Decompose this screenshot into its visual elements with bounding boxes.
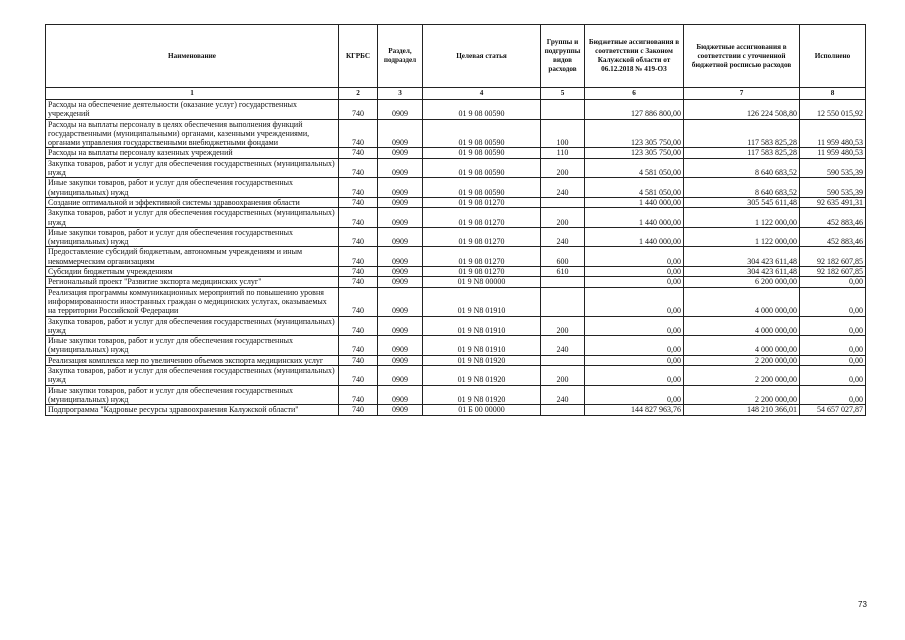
cell-name: Закупка товаров, работ и услуг для обеспечения государственных (муниципальных) нужд	[46, 366, 339, 386]
cell-section: 0909	[378, 119, 423, 148]
cell-name: Закупка товаров, работ и услуг для обеспечения государственных (муниципальных) нужд	[46, 316, 339, 336]
cell-name: Подпрограмма "Кадровые ресурсы здравоохранения Калужской области"	[46, 405, 339, 415]
column-number: 2	[339, 88, 378, 100]
column-number: 5	[541, 88, 585, 100]
cell-law-allocation: 0,00	[585, 366, 684, 386]
cell-kgrbs: 740	[339, 227, 378, 247]
cell-section: 0909	[378, 158, 423, 178]
cell-name: Иные закупки товаров, работ и услуг для обеспечения государственных (муниципальных) нужд	[46, 227, 339, 247]
cell-executed: 0,00	[800, 385, 866, 405]
header-refined-allocations: Бюджетные ассигнования в соответствии с уточненной бюджетной росписью расходов	[684, 25, 800, 88]
cell-law-allocation: 1 440 000,00	[585, 227, 684, 247]
cell-target-article: 01 9 08 00590	[423, 119, 541, 148]
cell-name: Иные закупки товаров, работ и услуг для обеспечения государственных (муниципальных) нужд	[46, 178, 339, 198]
cell-target-article: 01 9 N8 01910	[423, 336, 541, 356]
cell-executed: 0,00	[800, 366, 866, 386]
cell-kgrbs: 740	[339, 247, 378, 267]
cell-target-article: 01 9 08 00590	[423, 158, 541, 178]
table-row	[46, 336, 866, 356]
cell-target-article: 01 9 08 01270	[423, 267, 541, 277]
cell-refined-allocation: 1 122 000,00	[684, 227, 800, 247]
table-row	[46, 385, 866, 405]
header-expense-type: Группы и подгруппы видов расходов	[541, 25, 585, 88]
cell-name: Создание оптимальной и эффективной системы здравоохранения области	[46, 197, 339, 207]
cell-target-article: 01 9 08 01270	[423, 208, 541, 228]
cell-refined-allocation: 2 200 000,00	[684, 385, 800, 405]
column-number: 4	[423, 88, 541, 100]
cell-target-article: 01 9 08 00590	[423, 148, 541, 158]
table-row	[46, 355, 866, 365]
cell-kgrbs: 740	[339, 208, 378, 228]
header-name: Наименование	[46, 25, 339, 88]
cell-section: 0909	[378, 277, 423, 287]
cell-target-article: 01 9 N8 01920	[423, 366, 541, 386]
cell-law-allocation: 0,00	[585, 267, 684, 277]
table-row	[46, 405, 866, 415]
cell-expense-type: 610	[541, 267, 585, 277]
cell-kgrbs: 740	[339, 267, 378, 277]
cell-target-article: 01 9 08 01270	[423, 227, 541, 247]
cell-expense-type	[541, 355, 585, 365]
cell-kgrbs: 740	[339, 197, 378, 207]
cell-law-allocation: 127 886 800,00	[585, 100, 684, 120]
cell-law-allocation: 0,00	[585, 336, 684, 356]
column-number: 7	[684, 88, 800, 100]
column-number-row	[46, 88, 866, 100]
cell-law-allocation: 4 581 050,00	[585, 158, 684, 178]
table-row	[46, 287, 866, 316]
cell-kgrbs: 740	[339, 366, 378, 386]
cell-law-allocation: 0,00	[585, 277, 684, 287]
table-row	[46, 247, 866, 267]
cell-executed: 452 883,46	[800, 208, 866, 228]
cell-kgrbs: 740	[339, 405, 378, 415]
cell-executed: 54 657 027,87	[800, 405, 866, 415]
cell-executed: 0,00	[800, 336, 866, 356]
cell-kgrbs: 740	[339, 355, 378, 365]
budget-execution-table	[45, 24, 866, 416]
cell-target-article: 01 9 N8 00000	[423, 277, 541, 287]
cell-kgrbs: 740	[339, 158, 378, 178]
header-target-article: Целевая статья	[423, 25, 541, 88]
table-row	[46, 316, 866, 336]
cell-section: 0909	[378, 355, 423, 365]
cell-name: Расходы на выплаты персоналу в целях обеспечения выполнения функций государственными (муниципальными) органами, казенными учреждениями, органами управления государственными внебюджетными фондами	[46, 119, 339, 148]
cell-expense-type: 240	[541, 385, 585, 405]
cell-law-allocation: 144 827 963,76	[585, 405, 684, 415]
cell-name: Расходы на обеспечение деятельности (оказание услуг) государственных учреждений	[46, 100, 339, 120]
cell-executed: 11 959 480,53	[800, 119, 866, 148]
cell-law-allocation: 0,00	[585, 287, 684, 316]
table-row	[46, 227, 866, 247]
cell-target-article: 01 9 08 01270	[423, 247, 541, 267]
cell-expense-type: 240	[541, 336, 585, 356]
cell-law-allocation: 0,00	[585, 355, 684, 365]
table-body	[46, 100, 866, 416]
cell-refined-allocation: 305 545 611,48	[684, 197, 800, 207]
cell-law-allocation: 0,00	[585, 247, 684, 267]
cell-refined-allocation: 2 200 000,00	[684, 355, 800, 365]
header-law-allocations: Бюджетные ассигнования в соответствии с Законом Калужской области от 06.12.2018 № 419-ОЗ	[585, 25, 684, 88]
table-row	[46, 277, 866, 287]
cell-executed: 0,00	[800, 277, 866, 287]
cell-kgrbs: 740	[339, 277, 378, 287]
cell-refined-allocation: 304 423 611,48	[684, 247, 800, 267]
cell-name: Закупка товаров, работ и услуг для обеспечения государственных (муниципальных) нужд	[46, 158, 339, 178]
cell-executed: 590 535,39	[800, 178, 866, 198]
cell-kgrbs: 740	[339, 316, 378, 336]
cell-expense-type: 200	[541, 316, 585, 336]
cell-name: Иные закупки товаров, работ и услуг для обеспечения государственных (муниципальных) нужд	[46, 385, 339, 405]
cell-kgrbs: 740	[339, 119, 378, 148]
cell-refined-allocation: 8 640 683,52	[684, 178, 800, 198]
cell-section: 0909	[378, 247, 423, 267]
cell-kgrbs: 740	[339, 178, 378, 198]
cell-law-allocation: 0,00	[585, 316, 684, 336]
table-row	[46, 366, 866, 386]
page-number: 73	[858, 600, 867, 609]
cell-target-article: 01 9 N8 01920	[423, 385, 541, 405]
cell-expense-type: 200	[541, 366, 585, 386]
cell-expense-type: 240	[541, 227, 585, 247]
cell-refined-allocation: 8 640 683,52	[684, 158, 800, 178]
cell-section: 0909	[378, 197, 423, 207]
cell-section: 0909	[378, 178, 423, 198]
cell-kgrbs: 740	[339, 287, 378, 316]
cell-section: 0909	[378, 366, 423, 386]
cell-kgrbs: 740	[339, 148, 378, 158]
cell-expense-type: 240	[541, 178, 585, 198]
cell-target-article: 01 9 N8 01920	[423, 355, 541, 365]
column-number: 8	[800, 88, 866, 100]
cell-refined-allocation: 117 583 825,28	[684, 119, 800, 148]
cell-refined-allocation: 6 200 000,00	[684, 277, 800, 287]
cell-refined-allocation: 2 200 000,00	[684, 366, 800, 386]
cell-section: 0909	[378, 208, 423, 228]
cell-law-allocation: 0,00	[585, 385, 684, 405]
cell-refined-allocation: 4 000 000,00	[684, 336, 800, 356]
cell-kgrbs: 740	[339, 336, 378, 356]
column-number: 3	[378, 88, 423, 100]
cell-name: Реализация программы коммуникационных мероприятий по повышению уровня информированности иностранных граждан о медицинских услугах, оказываемых на территории Российской Федерации	[46, 287, 339, 316]
cell-name: Иные закупки товаров, работ и услуг для обеспечения государственных (муниципальных) нужд	[46, 336, 339, 356]
cell-section: 0909	[378, 405, 423, 415]
cell-section: 0909	[378, 316, 423, 336]
cell-target-article: 01 9 08 00590	[423, 100, 541, 120]
table-row	[46, 158, 866, 178]
cell-refined-allocation: 126 224 508,80	[684, 100, 800, 120]
cell-target-article: 01 9 N8 01910	[423, 316, 541, 336]
cell-executed: 590 535,39	[800, 158, 866, 178]
header-section: Раздел, подраздел	[378, 25, 423, 88]
cell-kgrbs: 740	[339, 100, 378, 120]
header-executed: Исполнено	[800, 25, 866, 88]
cell-refined-allocation: 148 210 366,01	[684, 405, 800, 415]
cell-executed: 92 182 607,85	[800, 247, 866, 267]
cell-refined-allocation: 117 583 825,28	[684, 148, 800, 158]
cell-refined-allocation: 304 423 611,48	[684, 267, 800, 277]
cell-refined-allocation: 1 122 000,00	[684, 208, 800, 228]
header-kgrbs: КГРБС	[339, 25, 378, 88]
cell-executed: 92 182 607,85	[800, 267, 866, 277]
cell-expense-type: 110	[541, 148, 585, 158]
cell-target-article: 01 9 N8 01910	[423, 287, 541, 316]
cell-section: 0909	[378, 336, 423, 356]
cell-executed: 452 883,46	[800, 227, 866, 247]
cell-name: Закупка товаров, работ и услуг для обеспечения государственных (муниципальных) нужд	[46, 208, 339, 228]
cell-executed: 0,00	[800, 287, 866, 316]
table-row	[46, 267, 866, 277]
cell-law-allocation: 4 581 050,00	[585, 178, 684, 198]
cell-executed: 12 550 015,92	[800, 100, 866, 120]
cell-target-article: 01 Б 00 00000	[423, 405, 541, 415]
cell-expense-type: 200	[541, 208, 585, 228]
cell-executed: 0,00	[800, 355, 866, 365]
cell-target-article: 01 9 08 01270	[423, 197, 541, 207]
table-row	[46, 208, 866, 228]
cell-name: Реализация комплекса мер по увеличению объемов экспорта медицинских услуг	[46, 355, 339, 365]
cell-section: 0909	[378, 267, 423, 277]
cell-expense-type	[541, 287, 585, 316]
cell-expense-type	[541, 100, 585, 120]
cell-name: Региональный проект "Развитие экспорта медицинских услуг"	[46, 277, 339, 287]
cell-kgrbs: 740	[339, 385, 378, 405]
table-row	[46, 178, 866, 198]
cell-executed: 11 959 480,53	[800, 148, 866, 158]
cell-law-allocation: 123 305 750,00	[585, 119, 684, 148]
cell-executed: 0,00	[800, 316, 866, 336]
cell-section: 0909	[378, 227, 423, 247]
cell-expense-type	[541, 405, 585, 415]
cell-target-article: 01 9 08 00590	[423, 178, 541, 198]
cell-refined-allocation: 4 000 000,00	[684, 316, 800, 336]
cell-section: 0909	[378, 100, 423, 120]
cell-expense-type: 200	[541, 158, 585, 178]
cell-section: 0909	[378, 385, 423, 405]
table-row	[46, 197, 866, 207]
cell-name: Субсидии бюджетным учреждениям	[46, 267, 339, 277]
cell-executed: 92 635 491,31	[800, 197, 866, 207]
header-row	[46, 25, 866, 88]
cell-name: Предоставление субсидий бюджетным, автономным учреждениям и иным некоммерческим организациям	[46, 247, 339, 267]
cell-expense-type	[541, 197, 585, 207]
cell-expense-type	[541, 277, 585, 287]
table-row	[46, 119, 866, 148]
cell-expense-type: 600	[541, 247, 585, 267]
cell-section: 0909	[378, 287, 423, 316]
table-row	[46, 148, 866, 158]
cell-name: Расходы на выплаты персоналу казенных учреждений	[46, 148, 339, 158]
cell-law-allocation: 123 305 750,00	[585, 148, 684, 158]
cell-law-allocation: 1 440 000,00	[585, 197, 684, 207]
cell-refined-allocation: 4 000 000,00	[684, 287, 800, 316]
cell-expense-type: 100	[541, 119, 585, 148]
cell-law-allocation: 1 440 000,00	[585, 208, 684, 228]
cell-section: 0909	[378, 148, 423, 158]
table-row	[46, 100, 866, 120]
column-number: 6	[585, 88, 684, 100]
column-number: 1	[46, 88, 339, 100]
